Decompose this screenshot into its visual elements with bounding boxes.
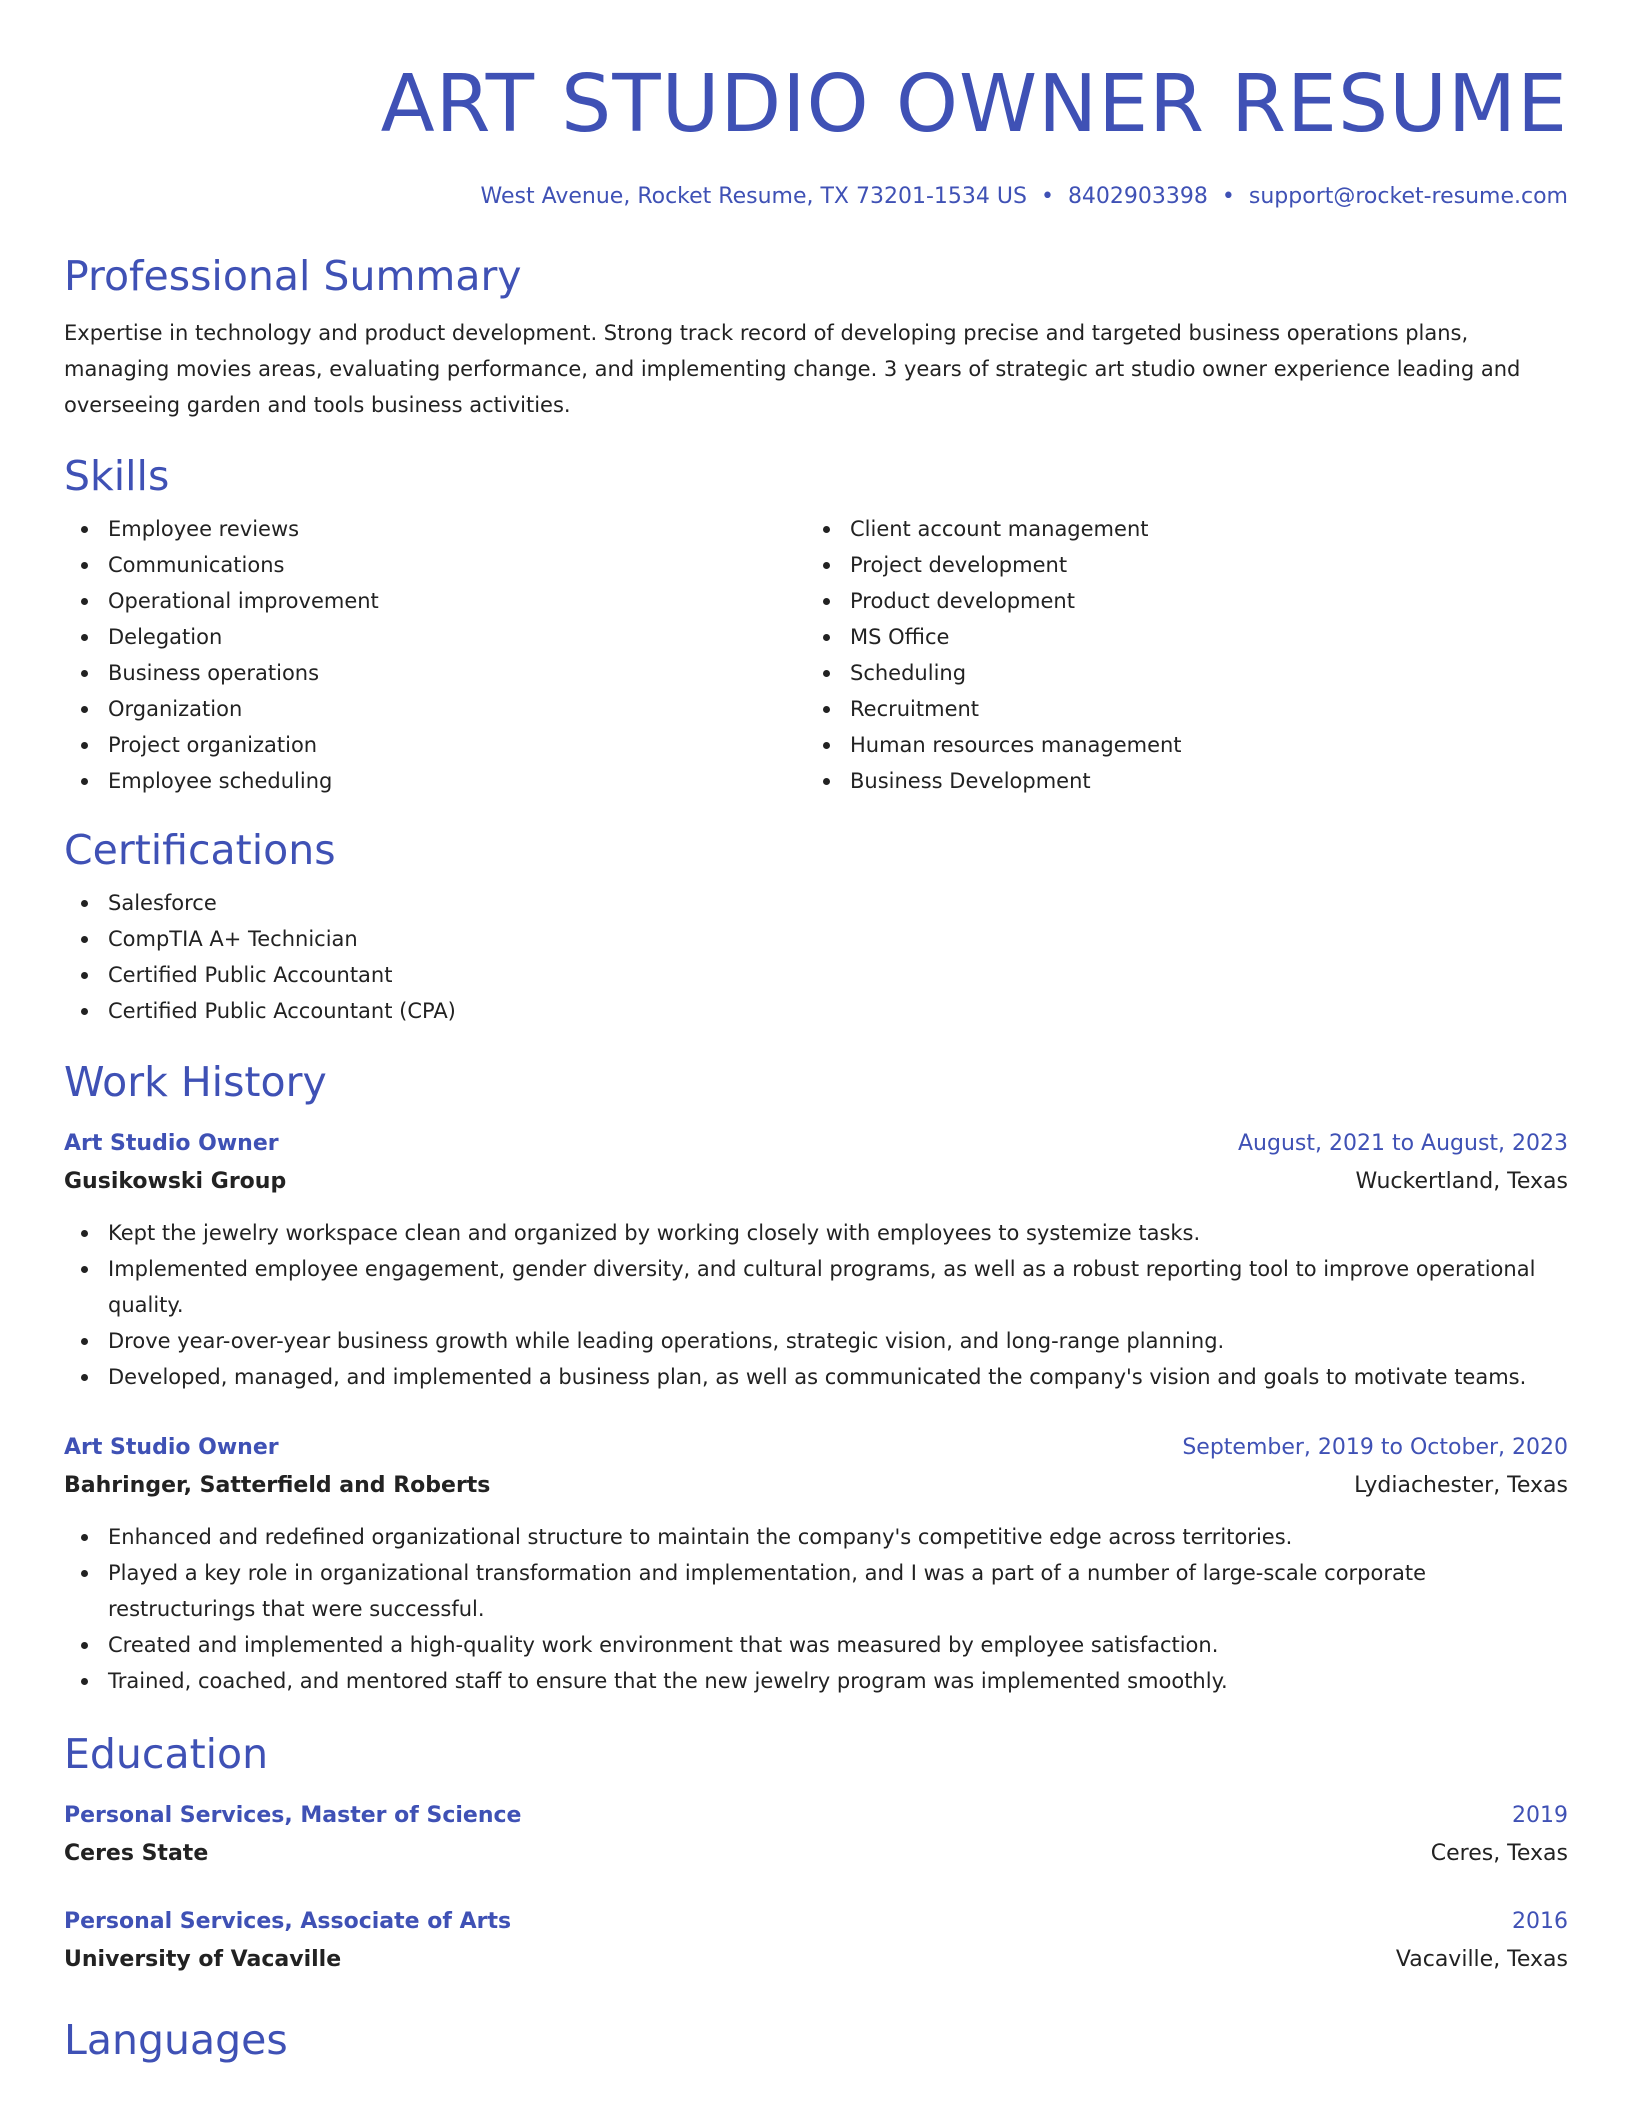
certifications-heading: Certifications xyxy=(64,826,336,874)
job-bullet: Played a key role in organizational transformation and implementation, and I was a part of a number of large-scale corporate restructurings that were successful. xyxy=(64,1555,1568,1627)
skill-item: Employee reviews xyxy=(64,511,806,547)
education-degree-row xyxy=(64,1797,1568,1835)
job-header-row xyxy=(64,1125,1568,1163)
certification-item: Salesforce xyxy=(64,885,1568,921)
job-location: Wuckertland, Texas xyxy=(1355,1169,1568,1194)
job-bullet: Developed, managed, and implemented a business plan, as well as communicated the company's vision and goals to motivate teams. xyxy=(64,1359,1568,1395)
job-bullet: Trained, coached, and mentored staff to ensure that the new jewelry program was implemented smoothly. xyxy=(64,1663,1568,1699)
contact-email: support@rocket-resume.com xyxy=(1248,184,1568,209)
contact-line xyxy=(64,182,1568,212)
job-location: Lydiachester, Texas xyxy=(1354,1473,1568,1498)
job-bullets xyxy=(64,1215,1568,1395)
skills-heading: Skills xyxy=(64,452,170,500)
contact-separator: • xyxy=(1221,184,1235,209)
job-bullet: Created and implemented a high-quality work environment that was measured by employee satisfaction. xyxy=(64,1627,1568,1663)
education-location: Vacaville, Texas xyxy=(1395,1947,1568,1972)
skill-item: Employee scheduling xyxy=(64,763,806,799)
certifications-list xyxy=(64,885,1568,1029)
education-degree: Personal Services, Associate of Arts xyxy=(64,1909,512,1934)
certification-item: Certified Public Accountant xyxy=(64,957,1568,993)
skill-item: Business operations xyxy=(64,655,806,691)
job-company: Gusikowski Group xyxy=(64,1169,287,1194)
skills-list-left xyxy=(64,511,806,799)
contact-phone: 8402903398 xyxy=(1067,184,1208,209)
skill-item: Organization xyxy=(64,691,806,727)
job-title: Art Studio Owner xyxy=(64,1131,279,1156)
skills-columns xyxy=(64,511,1568,799)
education-school: Ceres State xyxy=(64,1841,209,1866)
contact-separator: • xyxy=(1040,184,1054,209)
job-company: Bahringer, Satterfield and Roberts xyxy=(64,1473,491,1498)
skill-item: Product development xyxy=(806,583,1548,619)
job-company-row xyxy=(64,1163,1568,1201)
education-year: 2016 xyxy=(1512,1909,1568,1934)
certification-item: CompTIA A+ Technician xyxy=(64,921,1568,957)
job-entry xyxy=(64,1429,1568,1699)
skill-item: Client account management xyxy=(806,511,1548,547)
resume-page xyxy=(64,0,1568,2065)
education-school-row xyxy=(64,1941,1568,1979)
education-degree-row xyxy=(64,1903,1568,1941)
skill-item: Project organization xyxy=(64,727,806,763)
job-header-row xyxy=(64,1429,1568,1467)
resume-title: ART STUDIO OWNER RESUME xyxy=(380,58,1568,150)
work-history-heading: Work History xyxy=(64,1058,327,1106)
skill-item: Operational improvement xyxy=(64,583,806,619)
education-year: 2019 xyxy=(1512,1803,1568,1828)
job-company-row xyxy=(64,1467,1568,1505)
job-bullet: Kept the jewelry workspace clean and organized by working closely with employees to systemize tasks. xyxy=(64,1215,1568,1251)
job-bullet: Implemented employee engagement, gender diversity, and cultural programs, as well as a robust reporting tool to improve operational quality. xyxy=(64,1251,1568,1323)
skill-item: Recruitment xyxy=(806,691,1548,727)
skill-item: Communications xyxy=(64,547,806,583)
skills-list-right xyxy=(806,511,1548,799)
job-title: Art Studio Owner xyxy=(64,1435,279,1460)
skill-item: Scheduling xyxy=(806,655,1548,691)
education-heading: Education xyxy=(64,1730,269,1778)
education-entry xyxy=(64,1797,1568,1873)
skill-item: Human resources management xyxy=(806,727,1548,763)
skill-item: Project development xyxy=(806,547,1548,583)
education-entry xyxy=(64,1903,1568,1979)
job-bullets xyxy=(64,1519,1568,1699)
contact-address: West Avenue, Rocket Resume, TX 73201-1534 US xyxy=(480,184,1027,209)
job-dates: September, 2019 to October, 2020 xyxy=(1182,1435,1568,1460)
summary-heading: Professional Summary xyxy=(64,252,522,300)
job-bullet: Enhanced and redefined organizational structure to maintain the company's competitive edge across territories. xyxy=(64,1519,1568,1555)
education-location: Ceres, Texas xyxy=(1430,1841,1568,1866)
skill-item: Business Development xyxy=(806,763,1548,799)
job-bullet: Drove year-over-year business growth while leading operations, strategic vision, and long-range planning. xyxy=(64,1323,1568,1359)
languages-heading: Languages xyxy=(64,2016,288,2064)
job-entry xyxy=(64,1125,1568,1395)
education-school: University of Vacaville xyxy=(64,1947,342,1972)
education-degree: Personal Services, Master of Science xyxy=(64,1803,522,1828)
skill-item: Delegation xyxy=(64,619,806,655)
summary-text: Expertise in technology and product development. Strong track record of developing precise and targeted business operations plans, managing movies areas, evaluating performance, and implementing change. 3 years of strategic art studio owner experience leading and overseeing garden and tools business activities. xyxy=(64,321,1521,417)
skill-item: MS Office xyxy=(806,619,1548,655)
education-school-row xyxy=(64,1835,1568,1873)
certification-item: Certified Public Accountant (CPA) xyxy=(64,993,1568,1029)
job-dates: August, 2021 to August, 2023 xyxy=(1238,1131,1568,1156)
